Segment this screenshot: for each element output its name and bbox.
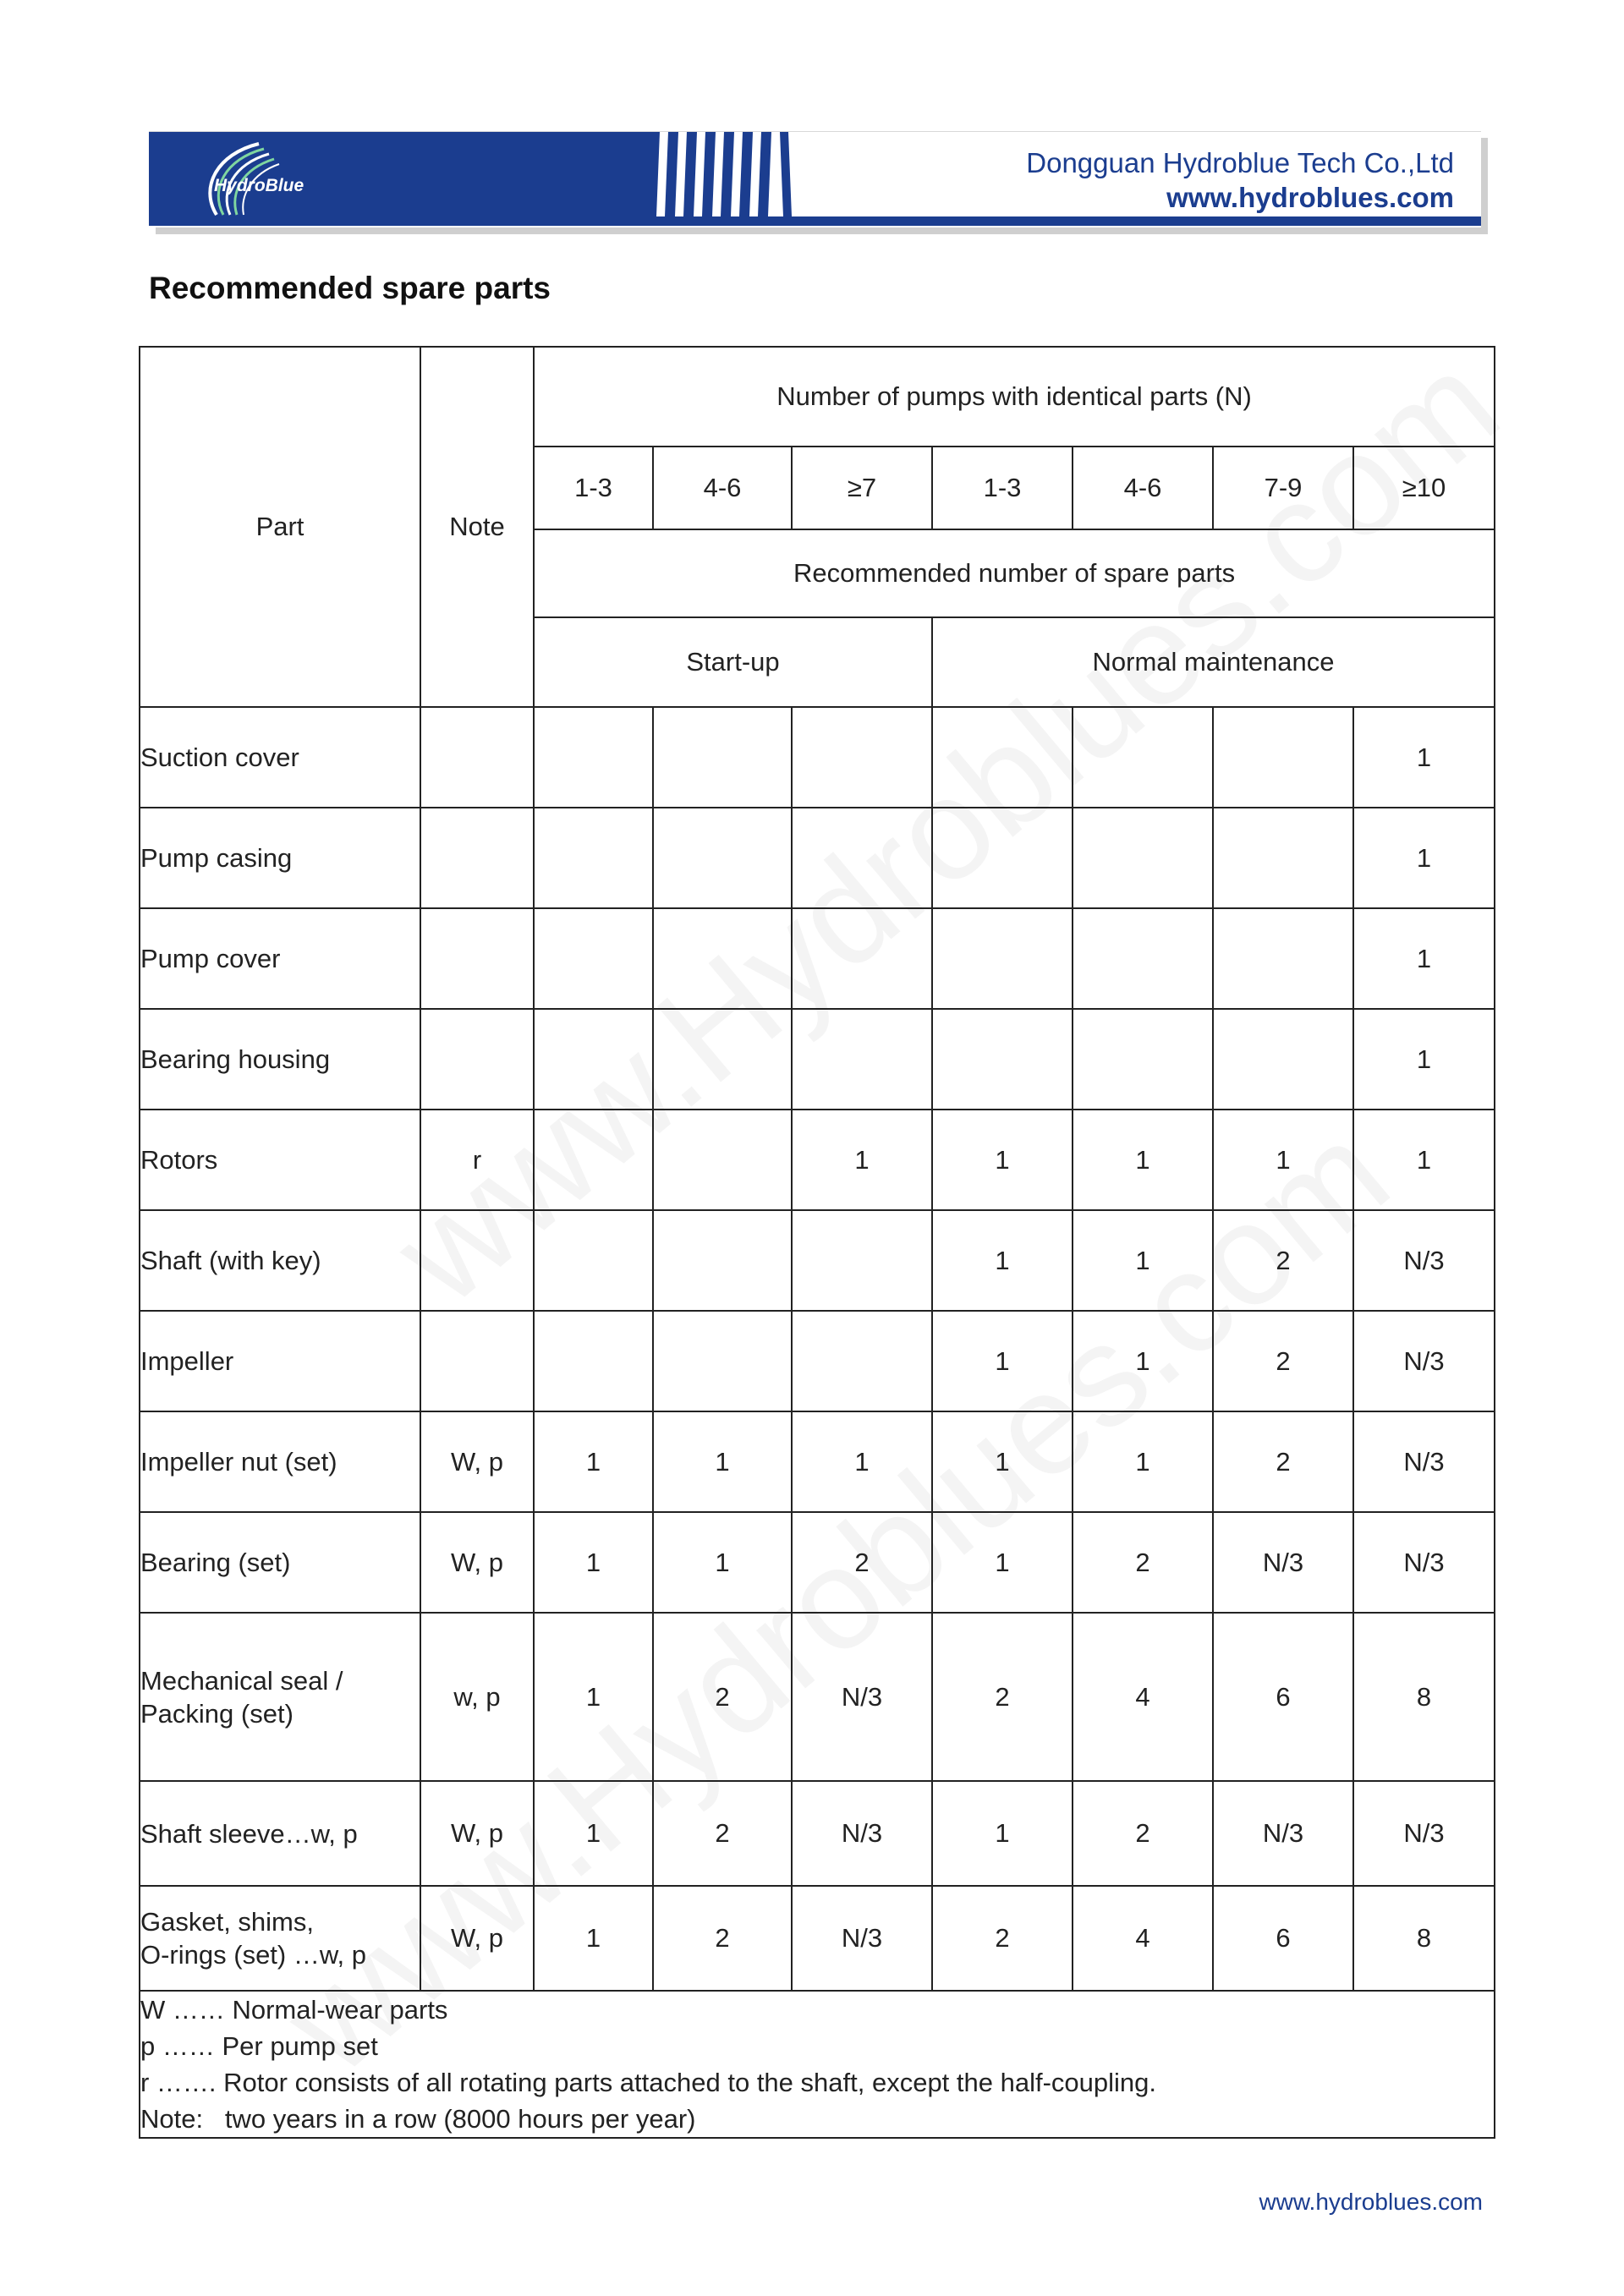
company-block	[1026, 145, 1454, 215]
spare-parts-table	[139, 346, 1495, 2139]
part-name-cell	[140, 1311, 420, 1411]
table-row	[140, 707, 1495, 808]
table-row	[140, 1110, 1495, 1210]
note-cell	[420, 908, 534, 1009]
range-header: ≥7	[792, 447, 932, 529]
legend-note: Note: two years in a row (8000 hours per year)	[140, 2104, 696, 2134]
quantity-cell	[534, 1110, 653, 1210]
range-header: 1-3	[534, 447, 653, 529]
quantity-cell	[534, 908, 653, 1009]
quantity-cell	[792, 908, 932, 1009]
part-name: Impeller nut (set)	[140, 1447, 337, 1477]
quantity-cell: 1	[534, 1512, 653, 1613]
quantity-cell: 6	[1213, 1613, 1353, 1781]
note-cell	[420, 808, 534, 908]
part-header: Part	[140, 347, 420, 707]
note-header: Note	[420, 347, 534, 707]
startup-header: Start-up	[534, 617, 932, 707]
quantity-cell: 1	[534, 1613, 653, 1781]
quantity-cell	[653, 808, 792, 908]
quantity-cell: 1	[1353, 808, 1495, 908]
quantity-cell: N/3	[1213, 1512, 1353, 1613]
table-row	[140, 1009, 1495, 1110]
quantity-cell	[653, 1311, 792, 1411]
legend-note: W …… Normal-wear parts	[140, 1995, 448, 2025]
quantity-cell	[792, 808, 932, 908]
quantity-cell: 2	[653, 1886, 792, 1991]
quantity-cell: 2	[792, 1512, 932, 1613]
quantity-cell	[534, 1009, 653, 1110]
part-name-cell	[140, 808, 420, 908]
table-row	[140, 1512, 1495, 1613]
quantity-cell	[1073, 808, 1213, 908]
quantity-cell: N/3	[1353, 1411, 1495, 1512]
legend-notes	[140, 1991, 1495, 2138]
quantity-cell	[653, 1009, 792, 1110]
note-cell: W, p	[420, 1886, 534, 1991]
quantity-cell: 2	[932, 1613, 1073, 1781]
quantity-cell: 1	[653, 1411, 792, 1512]
part-name: Bearing housing	[140, 1044, 331, 1074]
quantity-cell: 1	[653, 1512, 792, 1613]
quantity-cell: N/3	[1353, 1781, 1495, 1886]
quantity-cell	[653, 908, 792, 1009]
pump-count-header: Number of pumps with identical parts (N)	[534, 347, 1495, 447]
part-name: Pump cover	[140, 944, 281, 973]
banner-underline	[149, 216, 1481, 226]
note-cell	[420, 1311, 534, 1411]
quantity-cell: 1	[1073, 1311, 1213, 1411]
quantity-cell	[1073, 707, 1213, 808]
part-name: Rotors	[140, 1145, 218, 1175]
part-name-cell	[140, 1781, 420, 1886]
quantity-cell	[1213, 707, 1353, 808]
table-row	[140, 1613, 1495, 1781]
note-cell	[420, 707, 534, 808]
quantity-cell: 1	[534, 1886, 653, 1991]
header-banner	[149, 131, 1481, 227]
quantity-cell: 8	[1353, 1613, 1495, 1781]
quantity-cell: 1	[932, 1512, 1073, 1613]
quantity-cell: 2	[932, 1886, 1073, 1991]
quantity-cell: 1	[1353, 1110, 1495, 1210]
range-header: 4-6	[1073, 447, 1213, 529]
quantity-cell	[534, 707, 653, 808]
quantity-cell	[653, 1110, 792, 1210]
part-name: Gasket, shims,	[140, 1907, 314, 1937]
quantity-cell: 1	[932, 1210, 1073, 1311]
quantity-cell	[932, 1009, 1073, 1110]
part-name-line2: O-rings (set) …w, p	[140, 1940, 366, 1970]
quantity-cell: N/3	[792, 1781, 932, 1886]
note-cell: W, p	[420, 1512, 534, 1613]
table-row	[140, 808, 1495, 908]
quantity-cell: 1	[1073, 1411, 1213, 1512]
footer-website[interactable]: www.hydroblues.com	[1259, 2189, 1483, 2215]
legend-note: p …… Per pump set	[140, 2031, 378, 2061]
quantity-cell	[932, 908, 1073, 1009]
part-name-cell	[140, 908, 420, 1009]
part-name-cell	[140, 1210, 420, 1311]
company-website[interactable]: www.hydroblues.com	[1166, 182, 1454, 213]
quantity-cell: 2	[653, 1781, 792, 1886]
part-name-cell	[140, 1512, 420, 1613]
part-name-cell	[140, 1613, 420, 1781]
quantity-cell: 1	[534, 1411, 653, 1512]
quantity-cell: 1	[1073, 1110, 1213, 1210]
quantity-cell: 2	[653, 1613, 792, 1781]
quantity-cell: N/3	[792, 1886, 932, 1991]
note-cell: W, p	[420, 1781, 534, 1886]
note-cell: W, p	[420, 1411, 534, 1512]
quantity-cell	[534, 808, 653, 908]
range-header: 4-6	[653, 447, 792, 529]
part-name-cell	[140, 1886, 420, 1991]
company-name: Dongguan Hydroblue Tech Co.,Ltd	[1026, 147, 1454, 178]
banner-stripes	[648, 132, 809, 216]
quantity-cell	[653, 1210, 792, 1311]
quantity-cell: N/3	[1353, 1210, 1495, 1311]
quantity-cell: 1	[1353, 707, 1495, 808]
part-name-cell	[140, 707, 420, 808]
quantity-cell: 1	[932, 1110, 1073, 1210]
quantity-cell: N/3	[1213, 1781, 1353, 1886]
quantity-cell: 1	[792, 1411, 932, 1512]
part-name: Impeller	[140, 1346, 234, 1376]
part-name: Pump casing	[140, 843, 293, 873]
quantity-cell: 1	[1353, 1009, 1495, 1110]
part-name-cell	[140, 1009, 420, 1110]
maintenance-header: Normal maintenance	[932, 617, 1495, 707]
quantity-cell	[932, 707, 1073, 808]
quantity-cell	[1073, 1009, 1213, 1110]
part-name: Bearing (set)	[140, 1548, 291, 1577]
quantity-cell: 1	[1073, 1210, 1213, 1311]
logo-text: HydroBlue	[214, 176, 304, 195]
page-title: Recommended spare parts	[149, 271, 551, 305]
quantity-cell: 2	[1073, 1512, 1213, 1613]
quantity-cell: 4	[1073, 1886, 1213, 1991]
quantity-cell: 2	[1213, 1311, 1353, 1411]
quantity-cell: 2	[1213, 1210, 1353, 1311]
quantity-cell: 1	[932, 1311, 1073, 1411]
quantity-cell	[1213, 1009, 1353, 1110]
range-header: 1-3	[932, 447, 1073, 529]
range-header: ≥10	[1353, 447, 1495, 529]
quantity-cell	[1213, 908, 1353, 1009]
quantity-cell: 2	[1213, 1411, 1353, 1512]
quantity-cell: N/3	[1353, 1311, 1495, 1411]
part-name: Mechanical seal /	[140, 1665, 343, 1696]
quantity-cell: 1	[1353, 908, 1495, 1009]
quantity-cell: N/3	[1353, 1512, 1495, 1613]
note-cell	[420, 1009, 534, 1110]
part-name: Shaft sleeve…w, p	[140, 1818, 358, 1849]
table-row	[140, 1781, 1495, 1886]
table-row	[140, 1411, 1495, 1512]
quantity-cell: N/3	[792, 1613, 932, 1781]
quantity-cell	[932, 808, 1073, 908]
quantity-cell: 8	[1353, 1886, 1495, 1991]
quantity-cell: 1	[932, 1411, 1073, 1512]
part-name-cell	[140, 1411, 420, 1512]
quantity-cell: 4	[1073, 1613, 1213, 1781]
quantity-cell	[534, 1311, 653, 1411]
note-cell	[420, 1210, 534, 1311]
quantity-cell: 1	[534, 1781, 653, 1886]
part-name-cell	[140, 1110, 420, 1210]
recommended-header: Recommended number of spare parts	[534, 529, 1495, 617]
quantity-cell	[792, 1210, 932, 1311]
quantity-cell: 6	[1213, 1886, 1353, 1991]
quantity-cell	[792, 707, 932, 808]
part-name-line2: Packing (set)	[140, 1698, 294, 1729]
quantity-cell	[534, 1210, 653, 1311]
quantity-cell	[792, 1311, 932, 1411]
part-name: Shaft (with key)	[140, 1246, 321, 1275]
quantity-cell	[792, 1009, 932, 1110]
quantity-cell: 1	[792, 1110, 932, 1210]
quantity-cell	[1213, 808, 1353, 908]
quantity-cell	[653, 707, 792, 808]
part-name: Suction cover	[140, 743, 299, 772]
table-row	[140, 1210, 1495, 1311]
note-cell: r	[420, 1110, 534, 1210]
table-row	[140, 1886, 1495, 1991]
quantity-cell	[1073, 908, 1213, 1009]
note-cell: w, p	[420, 1613, 534, 1781]
quantity-cell: 1	[932, 1781, 1073, 1886]
range-header: 7-9	[1213, 447, 1353, 529]
quantity-cell: 2	[1073, 1781, 1213, 1886]
legend-note: r ……. Rotor consists of all rotating parts attached to the shaft, except the half-coupling.	[140, 2068, 1157, 2097]
table-row	[140, 908, 1495, 1009]
quantity-cell: 1	[1213, 1110, 1353, 1210]
table-row	[140, 1311, 1495, 1411]
